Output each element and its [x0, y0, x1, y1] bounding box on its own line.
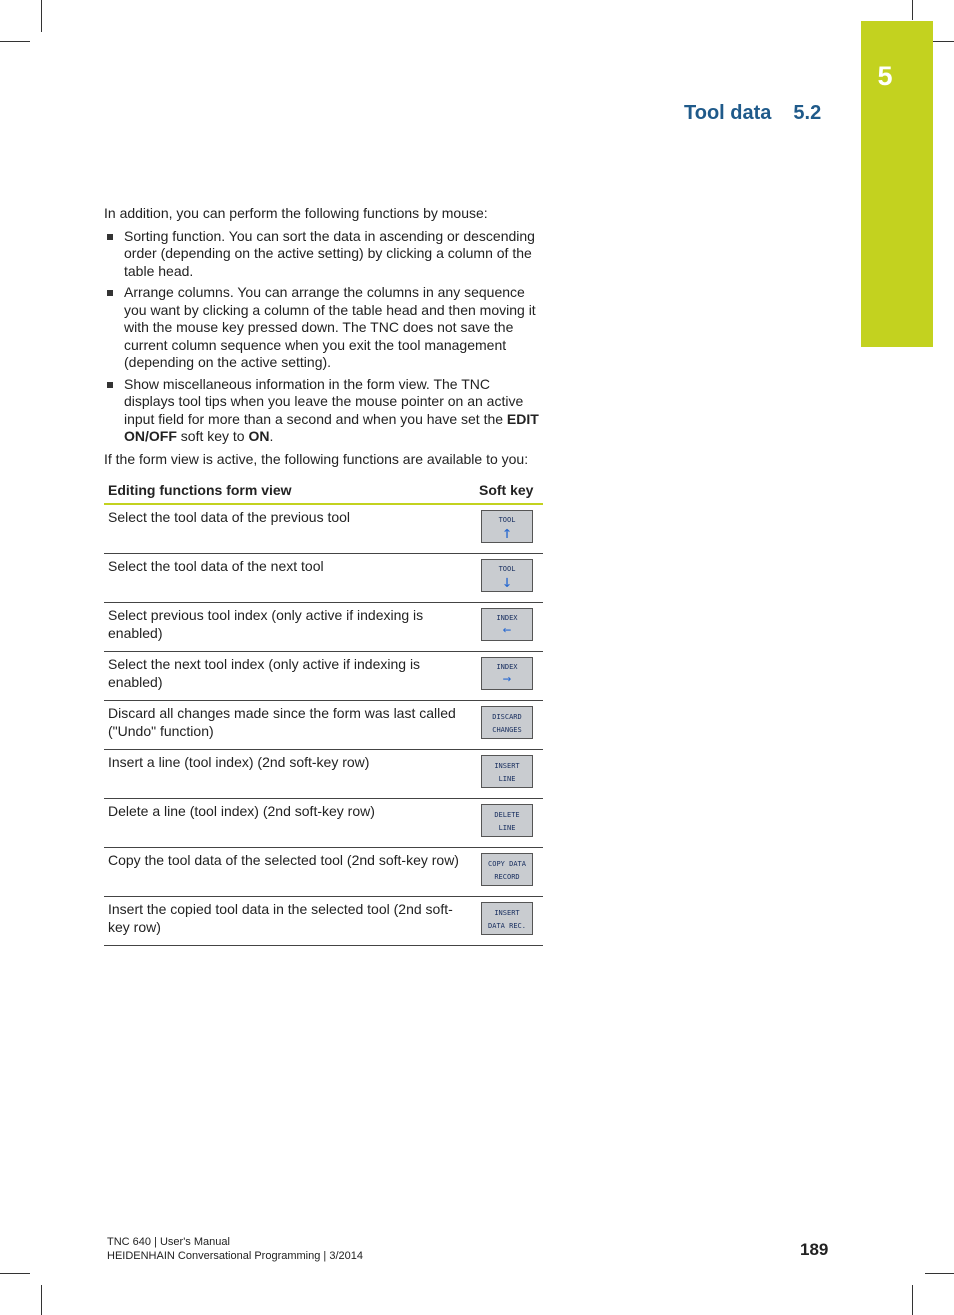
- list-item: Show miscellaneous information in the form view. The TNC displays tool tips when you leave the mouse pointer on an active input field for more than a second and when you have set the EDIT ON/OFF soft key to ON.: [104, 376, 544, 446]
- section-title: Tool data: [684, 102, 772, 124]
- softkey-cell: [475, 554, 543, 603]
- arrow-up-icon: ↑: [501, 523, 513, 543]
- crop-mark: [912, 0, 913, 20]
- table-row: [104, 848, 543, 897]
- functions-table: [104, 482, 543, 946]
- table-row: [104, 554, 543, 603]
- softkey-cell: [475, 897, 543, 946]
- footer-info: [107, 1235, 363, 1263]
- bullet-icon: [107, 382, 113, 388]
- softkey-label: LINE: [498, 775, 516, 783]
- softkey-button[interactable]: [481, 902, 533, 935]
- function-description: Select previous tool index (only active if indexing is enabled): [104, 603, 475, 652]
- footer-manual: TNC 640 | User's Manual: [107, 1236, 230, 1248]
- page-number: 189: [800, 1240, 829, 1259]
- page-header: [684, 102, 821, 125]
- softkey-button[interactable]: [481, 706, 533, 739]
- softkey-label: TOOL: [498, 516, 516, 524]
- bullet-icon: [107, 290, 113, 296]
- softkey-cell: [475, 652, 543, 701]
- chapter-number: 5: [877, 61, 893, 91]
- bullet-list: [104, 228, 544, 446]
- softkey-button[interactable]: [481, 608, 533, 641]
- softkey-state: ON: [248, 428, 270, 444]
- form-intro-paragraph: If the form view is active, the following functions are available to you:: [104, 450, 529, 467]
- softkey-label: DELETE: [494, 811, 520, 819]
- function-description: Insert a line (tool index) (2nd soft-key row): [104, 750, 475, 799]
- table-row: [104, 897, 543, 946]
- column-header-function: Editing functions form view: [104, 482, 475, 504]
- function-description: Copy the tool data of the selected tool (2nd soft-key row): [104, 848, 475, 897]
- softkey-name: EDIT ON/OFF: [124, 410, 539, 444]
- table-row: [104, 750, 543, 799]
- softkey-label: INDEX: [496, 663, 518, 671]
- list-item: Sorting function. You can sort the data in ascending or descending order (depending on the active setting) by clicking a column of the table head.: [104, 228, 544, 281]
- softkey-label: COPY DATA: [488, 860, 526, 868]
- table-row: [104, 652, 543, 701]
- arrow-right-icon: →: [502, 671, 512, 687]
- list-item: Arrange columns. You can arrange the columns in any sequence you want by clicking a column of the table head and then moving it with the mouse key pressed down. The TNC does not save the current column sequence when you exit the tool management (depending on the active setting).: [104, 284, 544, 372]
- function-description: Select the next tool index (only active if indexing is enabled): [104, 652, 475, 701]
- table-row: [104, 799, 543, 848]
- function-description: Delete a line (tool index) (2nd soft-key row): [104, 799, 475, 848]
- main-content: [104, 205, 544, 946]
- softkey-button[interactable]: [481, 559, 533, 592]
- table-header-row: [104, 482, 543, 504]
- softkey-cell: [475, 701, 543, 750]
- column-header-softkey: Soft key: [475, 482, 543, 504]
- softkey-button[interactable]: [481, 510, 533, 543]
- softkey-label: LINE: [498, 824, 516, 832]
- chapter-tab: [861, 21, 933, 347]
- softkey-label: INDEX: [496, 614, 518, 622]
- bullet-icon: [107, 234, 113, 240]
- softkey-label: TOOL: [498, 565, 516, 573]
- crop-mark: [0, 41, 30, 42]
- crop-mark: [41, 0, 42, 32]
- softkey-button[interactable]: [481, 853, 533, 886]
- softkey-cell: [475, 603, 543, 652]
- crop-mark: [41, 1285, 42, 1315]
- function-description: Select the tool data of the previous tool: [104, 504, 475, 554]
- table-row: [104, 603, 543, 652]
- crop-mark: [0, 1273, 30, 1274]
- softkey-button[interactable]: [481, 755, 533, 788]
- softkey-label: RECORD: [494, 873, 520, 881]
- softkey-button[interactable]: [481, 657, 533, 690]
- arrow-down-icon: ↓: [501, 572, 513, 592]
- softkey-label: DISCARD: [492, 713, 522, 721]
- function-description: Select the tool data of the next tool: [104, 554, 475, 603]
- softkey-label: INSERT: [494, 909, 520, 917]
- softkey-button[interactable]: [481, 804, 533, 837]
- crop-mark: [925, 1273, 954, 1274]
- function-description: Insert the copied tool data in the selected tool (2nd soft-key row): [104, 897, 475, 946]
- arrow-left-icon: ←: [502, 622, 512, 638]
- softkey-label: DATA REC.: [488, 922, 526, 930]
- softkey-cell: [475, 750, 543, 799]
- footer-publisher: HEIDENHAIN Conversational Programming | 3/2014: [107, 1250, 363, 1262]
- softkey-label: CHANGES: [492, 726, 522, 734]
- table-row: [104, 701, 543, 750]
- softkey-cell: [475, 848, 543, 897]
- crop-mark: [912, 1285, 913, 1315]
- softkey-label: INSERT: [494, 762, 520, 770]
- softkey-cell: [475, 504, 543, 554]
- table-row: [104, 504, 543, 554]
- section-number: 5.2: [793, 102, 822, 124]
- function-description: Discard all changes made since the form was last called ("Undo" function): [104, 701, 475, 750]
- intro-paragraph: In addition, you can perform the following functions by mouse:: [104, 205, 488, 221]
- softkey-cell: [475, 799, 543, 848]
